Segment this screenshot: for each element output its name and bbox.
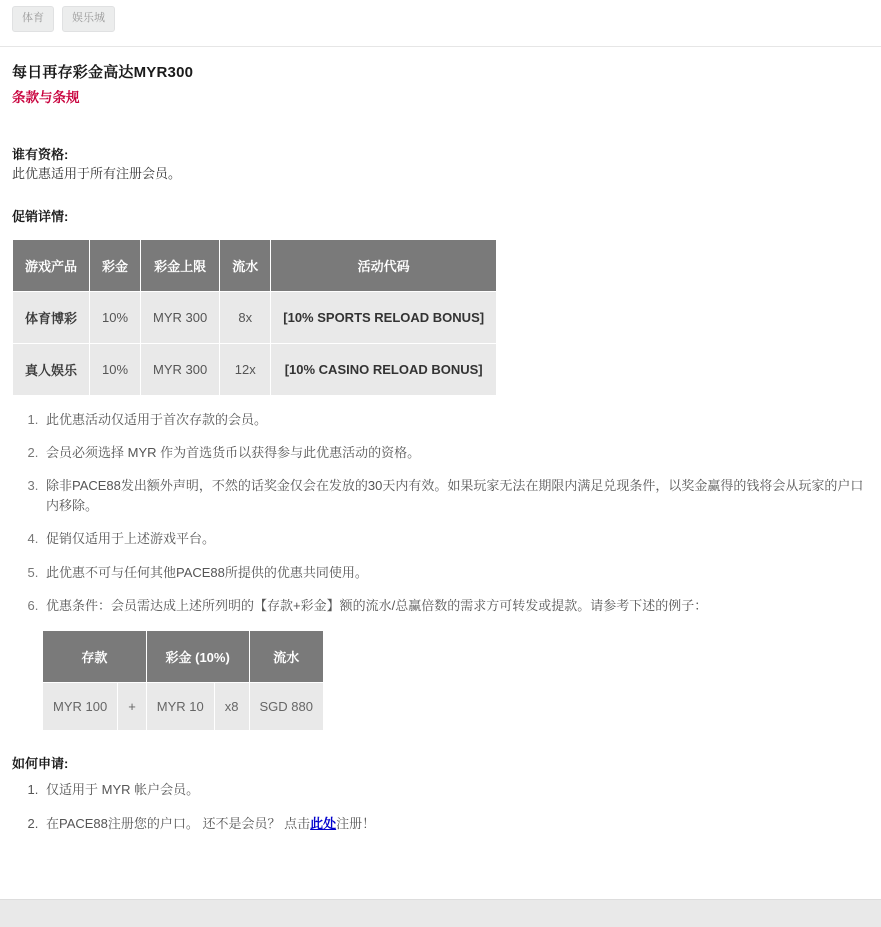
how-to-apply-list [12,780,869,834]
list-item: 5. 此优惠不可与任何其他PACE88所提供的优惠共同使用。 [42,563,869,583]
cell-turnover: 12x [220,343,271,395]
list-item: 3. 除非PACE88发出额外声明，不然的话奖金仅会在发放的30天内有效。如果玩家无法在期限内满足兑现条件，以奖金赢得的钱将会从玩家的户口内移除。 [42,476,869,516]
category-tabbar [0,0,881,34]
bottom-spacer [12,848,869,872]
th-deposit: 存款 [43,630,147,682]
cell-bonus-cap: MYR 300 [141,343,220,395]
th-bonus-cap: 彩金上限 [141,239,220,291]
terms-and-conditions-link[interactable]: 条款与条规 [12,90,80,105]
eligibility-heading: 谁有资格: [12,147,69,162]
table-row [43,682,324,730]
list-item: 6. 优惠条件：会员需达成上述所列明的【存款+彩金】额的流水/总赢倍数的需求方可转发或提款。请参考下述的例子： [42,596,869,616]
cell-product: 体育博彩 [13,291,90,343]
list-item: 1. 此优惠活动仅适用于首次存款的会员。 [42,410,869,430]
cell-turnover: 8x [220,291,271,343]
th-bonus-percent: 彩金 (10%) [146,630,249,682]
tab-sports[interactable]: 体育 [12,6,54,32]
cell-promo-code: [10% CASINO RELOAD BONUS] [271,343,497,395]
register-text-suffix: 注册！ [336,815,376,831]
footer-bar [0,899,881,927]
th-product: 游戏产品 [13,239,90,291]
tab-casino[interactable]: 娱乐城 [62,6,115,32]
cell-plus-sign: + [118,682,147,730]
register-text-prefix: 在PACE88注册您的户口。 还不是会员？ 点击 [46,815,311,831]
cell-bonus-cap: MYR 300 [141,291,220,343]
th-turnover: 流水 [220,239,271,291]
eligibility-text: 此优惠适用于所有注册会员。 [12,166,182,181]
th-bonus: 彩金 [90,239,141,291]
page-title: 每日再存彩金高达MYR300 [12,64,194,81]
cell-bonus: 10% [90,291,141,343]
turnover-example-table [42,630,324,731]
promo-rules-list [12,410,869,616]
apply-heading: 如何申请: [12,755,69,771]
table-header-row [43,630,324,682]
cell-bonus: 10% [90,343,141,395]
details-heading: 促销详情: [12,208,69,224]
cell-bonus-amount: MYR 10 [146,682,214,730]
th-promo-code: 活动代码 [271,239,497,291]
promo-details-table [12,239,497,396]
list-item [42,814,869,834]
list-item: 2. 会员必须选择 MYR 作为首选货币以获得参与此优惠活动的资格。 [42,443,869,463]
cell-deposit-amount: MYR 100 [43,682,118,730]
table-row [13,343,497,395]
promo-content [0,47,881,872]
list-item: 1. 仅适用于 MYR 帐户会员。 [42,780,869,800]
table-header-row [13,239,497,291]
register-here-link[interactable]: 此处 [310,815,337,831]
list-item: 4. 促销仅适用于上述游戏平台。 [42,529,869,549]
th-turnover: 流水 [249,630,323,682]
cell-multiplier: x8 [214,682,249,730]
cell-promo-code: [10% SPORTS RELOAD BONUS] [271,291,497,343]
cell-product: 真人娱乐 [13,343,90,395]
table-row [13,291,497,343]
cell-turnover-amount: SGD 880 [249,682,323,730]
